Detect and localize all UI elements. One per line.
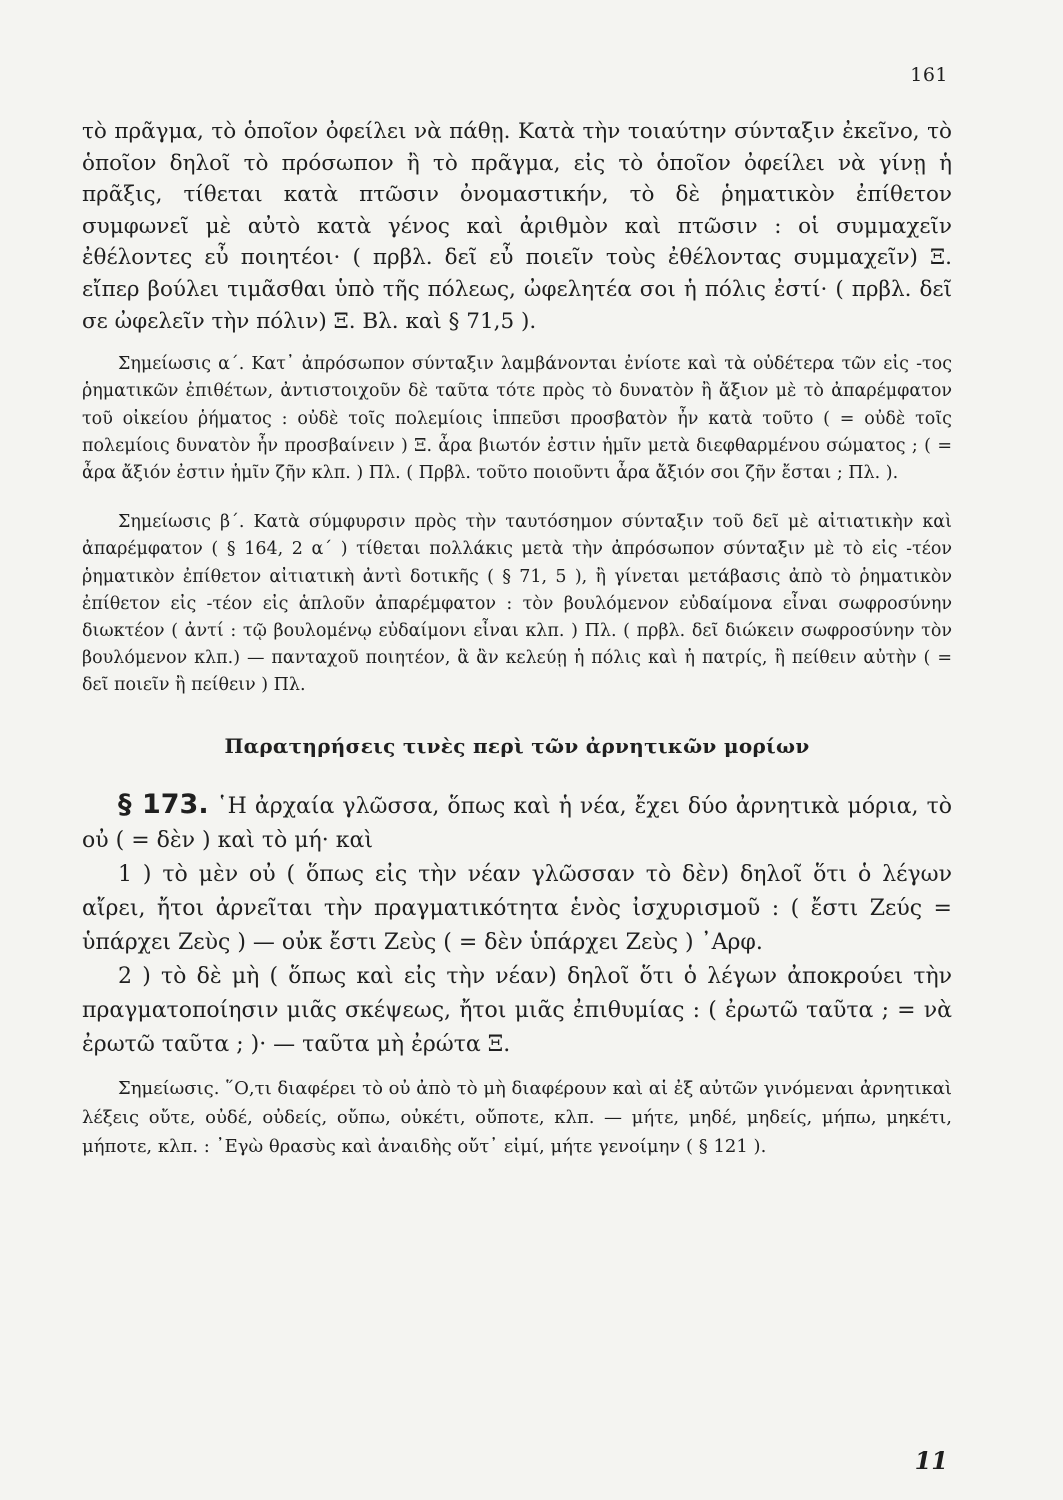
section-intro-text: ῾Η ἀρχαία γλῶσσα, ὅπως καὶ ἡ νέα, ἔχει δύο ἀρνητικὰ μόρια, τὸ οὐ ( = δὲν ) καὶ τὸ μή· καὶ [82, 793, 952, 853]
section-heading: Παρατηρήσεις τινὲς περὶ τῶν ἀρνητικῶν μορίων [224, 733, 810, 758]
note-beta: Σημείωσις β΄. Κατὰ σύμφυρσιν πρὸς τὴν ταυτόσημον σύνταξιν τοῦ δεῖ μὲ αἰτιατικὴν καὶ ἀπαρέμφατον ( § 164, 2 α΄ ) τίθεται πολλάκις μετὰ τὴν ἀπρόσωπον σύνταξιν μὲ τὸ εἰς -τέον ῥηματικὸν ἐπίθετον αἰτιατικὴ ἀντὶ δοτικῆς ( § 71, 5 ), ἢ γίνεται μετάβασις ἀπὸ τὸ ῥηματικὸν ἐπίθετον εἰς -τέον εἰς ἁπλοῦν ἀπαρέμφατον : τὸν βουλόμενον εὐδαίμονα εἶναι σωφροσύνην διωκτέον ( ἀντί : τῷ βουλομένῳ εὐδαίμονι εἶναι κλπ. ) Πλ. ( πρβλ. δεῖ διώκειν σωφροσύνην τὸν βουλόμενον κλπ.) — πανταχοῦ ποιητέον, ἃ ἂν κελεύῃ ἡ πόλις καὶ ἡ πατρίς, ἢ πείθειν αὐτὴν ( = δεῖ ποιεῖν ἢ πείθειν ) Πλ. [82, 512, 952, 696]
paragraph-intro: τὸ πρᾶγμα, τὸ ὁποῖον ὀφείλει νὰ πάθῃ. Κατὰ τὴν τοιαύτην σύνταξιν ἐκεῖνο, τὸ ὁποῖον δηλοῖ τὸ πρόσωπον ἢ τὸ πρᾶγμα, εἰς τὸ ὁποῖον ὀφείλει νὰ γίνῃ ἡ πρᾶξις, τίθεται κατὰ πτῶσιν ὀνομαστικήν, τὸ δὲ ῥηματικὸν ἐπίθετον συμφωνεῖ μὲ αὐτὸ κατὰ γένος καὶ ἀριθμὸν καὶ πτῶσιν : οἱ συμμαχεῖν ἐθέλοντες εὖ ποιητέοι· ( πρβλ. δεῖ εὖ ποιεῖν τοὺς ἐθέλοντας συμμαχεῖν) Ξ. εἴπερ βούλει τιμᾶσθαι ὑπὸ τῆς πόλεως, ὠφελητέα σοι ἡ πόλις ἐστί· ( πρβλ. δεῖ σε ὠφελεῖν τὴν πόλιν) Ξ. Βλ. καὶ § 71,5 ). [82, 119, 952, 334]
note-alpha: Σημείωσις α΄. Κατ᾽ ἀπρόσωπον σύνταξιν λαμβάνονται ἐνίοτε καὶ τὰ οὐδέτερα τῶν εἰς -τος ῥηματικῶν ἐπιθέτων, ἀντιστοιχοῦν δὲ ταῦτα τότε πρὸς τὸ δυνατὸν ἢ ἄξιον μὲ τὸ ἀπαρέμφατον τοῦ οἰκείου ῥήματος : οὐδὲ τοῖς πολεμίοις ἱππεῦσι προσβατὸν ἦν κατὰ τοῦτο ( = οὐδὲ τοῖς πολεμίοις δυνατὸν ἦν προσβαίνειν ) Ξ. ἆρα βιωτόν ἐστιν ἡμῖν μετὰ διεφθαρμένου σώματος ; ( = ἆρα ἄξιόν ἐστιν ἡμῖν ζῆν κλπ. ) Πλ. ( Πρβλ. τοῦτο ποιοῦντι ἆρα ἄξιόν σοι ζῆν ἔσται ; Πλ. ). [82, 354, 952, 483]
section-mark: § 173. [118, 788, 209, 820]
page-content [82, 116, 952, 1161]
section-173-intro [82, 788, 952, 858]
section-item-2: 2 ) τὸ δὲ μὴ ( ὅπως καὶ εἰς τὴν νέαν) δηλοῖ ὅτι ὁ λέγων ἀποκρούει τὴν πραγματοποίησιν μιᾶς σκέψεως, ἤτοι μιᾶς ἐπιθυμίας : ( ἐρωτῶ ταῦτα ; = νὰ ἐρωτῶ ταῦτα ; )· — ταῦτα μὴ ἐρώτα Ξ. [82, 963, 952, 1057]
page-number: 161 [910, 64, 948, 86]
note-final: Σημείωσις. ῞Ο,τι διαφέρει τὸ οὐ ἀπὸ τὸ μὴ διαφέρουν καὶ αἱ ἐξ αὐτῶν γινόμεναι ἀρνητικαὶ λέξεις οὔτε, οὐδέ, οὐδείς, οὔπω, οὐκέτι, οὔποτε, κλπ. — μήτε, μηδέ, μηδείς, μήπω, μηκέτι, μήποτε, κλπ. : ᾿Εγὼ θρασὺς καὶ ἀναιδὴς οὔτ᾽ εἰμί, μήτε γενοίμην ( § 121 ). [82, 1077, 952, 1157]
signature-mark: 11 [914, 1446, 948, 1475]
section-item-1: 1 ) τὸ μὲν οὐ ( ὅπως εἰς τὴν νέαν γλῶσσαν τὸ δὲν) δηλοῖ ὅτι ὁ λέγων αἴρει, ἤτοι ἀρνεῖται τὴν πραγματικότητα ἑνὸς ἰσχυρισμοῦ : ( ἔστι Ζεύς = ὑπάρχει Ζεὺς ) — οὐκ ἔστι Ζεὺς ( = δὲν ὑπάρχει Ζεὺς ) ᾿Αρφ. [82, 861, 952, 955]
